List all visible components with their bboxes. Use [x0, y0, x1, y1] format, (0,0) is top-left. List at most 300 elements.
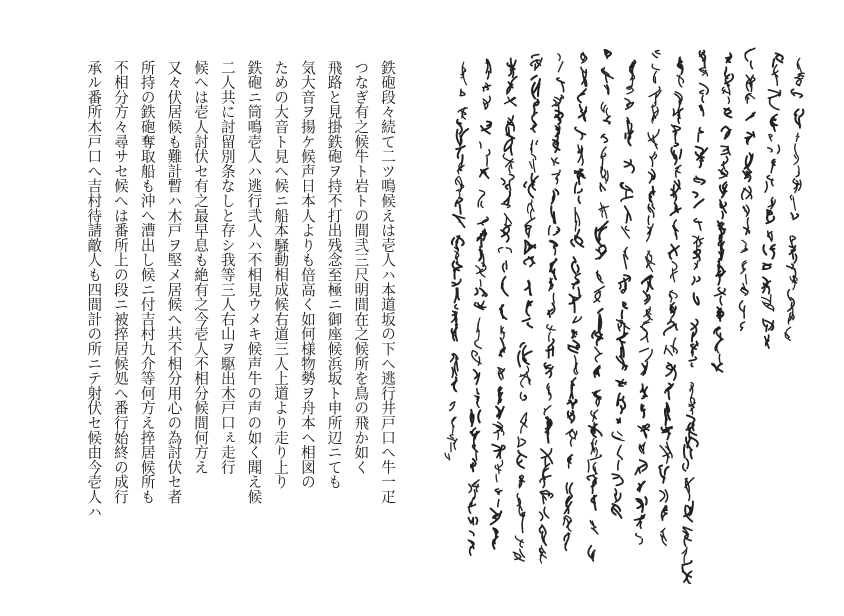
brush-stroke	[622, 302, 628, 318]
brush-stroke	[726, 53, 732, 62]
brush-stroke	[524, 257, 535, 267]
brush-stroke	[477, 230, 486, 247]
brush-stroke	[640, 348, 653, 361]
brush-stroke	[480, 142, 490, 166]
brush-stroke	[517, 451, 526, 468]
brush-stroke	[771, 159, 775, 172]
transcription-line-4: 気大音ヲ揚ケ候声日本人よりも倍高く如何様物勢ヲ舟本ヘ相図の	[298, 60, 316, 490]
manuscript-column	[445, 62, 468, 460]
brush-stroke	[517, 494, 522, 513]
brush-stroke	[452, 280, 461, 303]
brush-stroke	[520, 393, 526, 401]
brush-stroke	[789, 246, 796, 263]
brush-stroke	[641, 384, 648, 398]
brush-stroke	[712, 364, 723, 372]
brush-stroke	[571, 230, 583, 247]
brush-stroke	[766, 210, 774, 223]
manuscript-column	[739, 48, 754, 330]
brush-stroke	[595, 347, 602, 362]
brush-stroke	[518, 343, 532, 367]
transcription-line-5: ための大音ト見へ候ニ船本騒動相成候右道三人上道より走り上り	[272, 60, 290, 490]
brush-stroke	[557, 78, 565, 92]
brush-stroke	[699, 51, 705, 68]
brush-stroke	[743, 171, 751, 181]
brush-stroke	[591, 438, 597, 456]
brush-stroke	[644, 307, 653, 323]
manuscript-column	[539, 54, 564, 563]
brush-stroke	[719, 169, 728, 178]
manuscript-column	[659, 58, 683, 546]
brush-stroke	[797, 58, 801, 72]
brush-stroke	[515, 536, 523, 547]
brush-stroke	[686, 415, 696, 438]
brush-stroke	[520, 512, 525, 532]
brush-stroke	[638, 482, 645, 492]
brush-stroke	[550, 259, 557, 279]
brush-stroke	[648, 204, 654, 224]
brush-stroke	[642, 275, 653, 291]
typeset-transcription	[44, 60, 400, 600]
brush-stroke	[558, 54, 563, 72]
brush-stroke	[601, 102, 608, 116]
brush-stroke	[765, 335, 769, 348]
brush-stroke	[620, 183, 632, 198]
brush-stroke	[615, 489, 621, 502]
brush-stroke	[493, 422, 504, 440]
brush-stroke	[531, 55, 542, 71]
brush-stroke	[684, 502, 693, 522]
brush-stroke	[670, 303, 676, 318]
brush-stroke	[546, 417, 552, 443]
brush-stroke	[564, 533, 569, 550]
brush-stroke	[795, 73, 804, 86]
brush-stroke	[689, 357, 696, 366]
brush-stroke	[526, 301, 532, 316]
brush-stroke	[492, 445, 505, 459]
brush-stroke	[468, 517, 477, 524]
brush-stroke	[693, 192, 703, 207]
brush-stroke	[665, 384, 673, 400]
brush-stroke	[501, 174, 514, 190]
brush-stroke	[572, 274, 580, 296]
brush-stroke	[503, 154, 513, 172]
brush-stroke	[676, 165, 681, 177]
manuscript-column	[468, 59, 491, 555]
brush-stroke	[550, 240, 558, 254]
brush-stroke	[617, 418, 621, 423]
brush-stroke	[636, 534, 643, 545]
brush-stroke	[649, 169, 655, 183]
brush-stroke	[471, 410, 481, 426]
brush-stroke	[539, 546, 546, 563]
brush-stroke	[579, 105, 587, 121]
brush-stroke	[627, 118, 631, 132]
brush-stroke	[672, 125, 681, 141]
brush-stroke	[791, 213, 798, 219]
brush-stroke	[599, 203, 608, 218]
transcription-line-10: 所持の鉄砲奪取船も沖へ漕出し候ニ付吉村九介等何方え捽居候所も	[138, 60, 156, 504]
brush-stroke	[591, 496, 596, 510]
brush-stroke	[544, 406, 551, 415]
brush-stroke	[791, 89, 802, 97]
brush-stroke	[639, 443, 645, 454]
brush-stroke	[620, 283, 627, 294]
brush-stroke	[596, 245, 606, 259]
brush-stroke	[540, 490, 553, 503]
brush-stroke	[573, 317, 582, 323]
brush-stroke	[661, 506, 667, 520]
transcription-line-7: 二人共に討留別条なしと存シ我等三人右山ヲ駆出木戸口ぇ走行	[218, 60, 236, 475]
brush-stroke	[724, 108, 732, 117]
brush-stroke	[790, 236, 795, 247]
brush-stroke	[671, 262, 678, 282]
brush-stroke	[649, 87, 661, 103]
brush-stroke	[572, 330, 577, 338]
brush-stroke	[473, 445, 478, 460]
brush-stroke	[475, 389, 479, 408]
brush-stroke	[612, 474, 623, 485]
brush-stroke	[604, 85, 609, 95]
brush-stroke	[645, 251, 654, 272]
brush-stroke	[790, 195, 795, 210]
manuscript-drawing	[430, 36, 814, 584]
brush-stroke	[474, 370, 480, 384]
brush-stroke	[666, 363, 676, 380]
brush-stroke	[612, 432, 624, 441]
brush-stroke	[718, 221, 726, 238]
brush-stroke	[765, 176, 773, 193]
brush-stroke	[498, 368, 505, 380]
handwritten-manuscript	[430, 36, 814, 584]
brush-stroke	[555, 111, 563, 125]
brush-stroke	[483, 96, 490, 109]
brush-stroke	[635, 460, 647, 474]
brush-stroke	[575, 183, 582, 204]
transcription-line-6: 鉄砲ニ筒鳴壱人ハ逃行弐人ハ不相見ウメキ候声牛の声の如く聞え候	[245, 60, 263, 504]
brush-stroke	[771, 115, 777, 131]
brush-stroke	[530, 154, 536, 172]
brush-stroke	[659, 466, 668, 483]
transcription-line-1: 鉄砲段々続て二ツ鳴候えは壱人ハ本道坂の下へ逃行井戸口へ牛一疋	[379, 60, 396, 504]
brush-stroke	[521, 413, 527, 433]
brush-stroke	[692, 277, 700, 285]
brush-stroke	[452, 236, 464, 249]
brush-stroke	[588, 546, 595, 561]
brush-stroke	[716, 265, 725, 285]
brush-stroke	[578, 145, 583, 165]
brush-stroke	[717, 307, 723, 321]
brush-stroke	[540, 507, 549, 520]
brush-stroke	[563, 516, 571, 531]
brush-stroke	[677, 75, 684, 87]
brush-stroke	[689, 397, 695, 414]
brush-stroke	[715, 340, 721, 364]
brush-stroke	[491, 509, 502, 525]
brush-stroke	[495, 460, 502, 482]
brush-stroke	[763, 319, 773, 331]
brush-stroke	[570, 378, 576, 399]
brush-stroke	[525, 241, 536, 254]
brush-stroke	[722, 127, 731, 139]
brush-stroke	[617, 333, 627, 358]
brush-stroke	[682, 561, 691, 584]
brush-stroke	[552, 95, 563, 112]
brush-stroke	[452, 377, 457, 391]
brush-stroke	[588, 455, 601, 474]
brush-stroke	[678, 58, 683, 75]
brush-stroke	[553, 140, 560, 152]
brush-stroke	[519, 475, 524, 488]
brush-stroke	[698, 128, 703, 142]
brush-stroke	[547, 384, 551, 400]
brush-stroke	[621, 197, 633, 223]
brush-stroke	[447, 435, 457, 452]
brush-stroke	[452, 305, 459, 326]
brush-stroke	[592, 390, 601, 406]
brush-stroke	[568, 400, 577, 408]
brush-stroke	[549, 226, 560, 235]
brush-stroke	[739, 301, 744, 318]
brush-stroke	[720, 200, 726, 219]
brush-stroke	[694, 293, 699, 305]
brush-stroke	[694, 261, 697, 269]
transcription-line-2: つなぎ有之候牛ト岩トの間弐三尺明間在之候所を鳥の飛か如く	[352, 60, 370, 475]
brush-stroke	[457, 120, 469, 146]
brush-stroke	[715, 288, 726, 305]
brush-stroke	[773, 53, 783, 66]
brush-stroke	[520, 366, 530, 387]
brush-stroke	[568, 455, 573, 468]
brush-stroke	[507, 77, 517, 94]
brush-stroke	[641, 405, 645, 418]
brush-stroke	[495, 489, 502, 507]
brush-stroke	[450, 402, 455, 411]
brush-stroke	[788, 311, 794, 324]
brush-stroke	[531, 140, 538, 152]
brush-stroke	[575, 208, 580, 232]
brush-stroke	[540, 464, 551, 488]
brush-stroke	[673, 220, 678, 239]
manuscript-column	[682, 51, 708, 584]
transcription-line-11: 不相分方々尋サセ候へは番所上の段ニ被捽居候処へ番行始終の成行	[111, 60, 129, 504]
brush-stroke	[690, 382, 694, 396]
brush-stroke	[772, 65, 778, 86]
brush-stroke	[617, 356, 628, 370]
brush-stroke	[602, 68, 614, 83]
brush-stroke	[691, 320, 698, 342]
brush-stroke	[652, 64, 659, 83]
brush-stroke	[651, 103, 658, 123]
brush-stroke	[468, 498, 475, 514]
brush-stroke	[617, 393, 625, 413]
brush-stroke	[470, 428, 479, 446]
brush-stroke	[745, 153, 753, 172]
brush-stroke	[744, 227, 750, 234]
brush-stroke	[671, 180, 680, 201]
brush-stroke	[675, 92, 682, 111]
manuscript-column	[513, 55, 542, 561]
brush-stroke	[741, 283, 748, 295]
brush-stroke	[641, 362, 647, 376]
brush-stroke	[768, 90, 780, 110]
brush-stroke	[469, 480, 479, 499]
brush-stroke	[596, 271, 603, 283]
brush-stroke	[605, 50, 612, 58]
brush-stroke	[795, 109, 804, 127]
brush-stroke	[762, 277, 770, 293]
brush-stroke	[763, 245, 774, 259]
manuscript-column	[587, 50, 613, 561]
brush-stroke	[604, 116, 610, 123]
brush-stroke	[631, 73, 635, 88]
brush-stroke	[468, 531, 474, 555]
brush-stroke	[768, 145, 780, 153]
brush-stroke	[525, 281, 531, 295]
brush-stroke	[589, 423, 602, 437]
brush-stroke	[548, 303, 555, 317]
brush-stroke	[575, 127, 586, 139]
brush-stroke	[547, 325, 556, 342]
brush-stroke	[627, 86, 634, 94]
brush-stroke	[498, 387, 502, 404]
brush-stroke	[457, 162, 464, 173]
brush-stroke	[601, 134, 607, 142]
brush-stroke	[552, 158, 559, 165]
brush-stroke	[660, 490, 668, 502]
brush-stroke	[661, 427, 672, 440]
brush-stroke	[590, 521, 597, 534]
brush-stroke	[531, 76, 540, 99]
brush-stroke	[503, 261, 507, 272]
brush-stroke	[506, 116, 514, 136]
brush-stroke	[478, 190, 485, 207]
brush-stroke	[476, 263, 486, 286]
brush-stroke	[475, 288, 487, 296]
brush-stroke	[643, 291, 649, 304]
brush-stroke	[746, 75, 755, 91]
brush-stroke	[768, 231, 773, 241]
brush-stroke	[451, 354, 458, 378]
brush-stroke	[795, 133, 799, 154]
brush-stroke	[653, 51, 660, 58]
brush-stroke	[746, 113, 755, 121]
brush-stroke	[480, 168, 489, 178]
brush-stroke	[483, 83, 491, 91]
brush-stroke	[544, 363, 553, 377]
brush-stroke	[471, 459, 476, 471]
brush-stroke	[566, 483, 572, 496]
brush-stroke	[527, 200, 534, 219]
brush-stroke	[768, 198, 775, 209]
brush-stroke	[636, 497, 646, 512]
brush-stroke	[578, 89, 586, 102]
manuscript-column	[762, 53, 783, 348]
brush-stroke	[591, 410, 598, 422]
brush-stroke	[486, 59, 491, 78]
brush-stroke	[501, 326, 505, 339]
brush-stroke	[788, 290, 795, 311]
brush-stroke	[507, 58, 515, 77]
brush-stroke	[540, 525, 547, 545]
brush-stroke	[793, 172, 801, 193]
brush-stroke	[630, 61, 635, 75]
brush-stroke	[699, 68, 707, 76]
brush-stroke	[453, 215, 465, 228]
brush-stroke	[601, 147, 606, 168]
brush-stroke	[499, 338, 505, 356]
brush-stroke	[694, 219, 701, 230]
brush-stroke	[587, 475, 596, 493]
brush-stroke	[624, 160, 634, 173]
brush-stroke	[741, 261, 747, 284]
brush-stroke	[594, 286, 604, 302]
brush-stroke	[647, 224, 654, 241]
manuscript-column	[785, 58, 804, 340]
brush-stroke	[570, 295, 581, 313]
brush-stroke	[693, 250, 700, 261]
brush-stroke	[669, 245, 679, 259]
brush-stroke	[455, 198, 462, 214]
transcription-line-9: 又々伏居候も難計暫ハ木戸ヲ堅メ居候へ共不相分用心の為討伏セ者	[165, 60, 183, 504]
brush-stroke	[665, 403, 670, 425]
brush-stroke	[661, 528, 667, 545]
brush-stroke	[699, 105, 703, 116]
brush-stroke	[693, 236, 704, 250]
brush-stroke	[742, 186, 752, 199]
brush-stroke	[648, 129, 659, 148]
brush-stroke	[502, 204, 512, 224]
brush-stroke	[625, 99, 633, 110]
brush-stroke	[616, 379, 626, 386]
transcription-line-3: 飛路と見掛鉄砲ヲ持不打出残念至極ニ御座候浜坂ト申所辺ニても	[325, 60, 343, 490]
brush-stroke	[664, 338, 677, 355]
brush-stroke	[790, 276, 797, 290]
brush-stroke	[745, 132, 754, 144]
brush-stroke	[685, 478, 694, 501]
brush-stroke	[523, 318, 533, 327]
brush-stroke	[472, 340, 482, 365]
brush-stroke	[525, 218, 535, 237]
manuscript-column	[712, 53, 733, 372]
transcription-line-12: 承ル番所木戸口へ吉村待請敵人も四間計の所ニテ射伏セ候由今壱人ハ	[85, 60, 103, 519]
brush-stroke	[453, 261, 462, 278]
brush-stroke	[769, 135, 772, 142]
brush-stroke	[725, 67, 733, 85]
brush-stroke	[581, 67, 587, 86]
brush-stroke	[650, 187, 655, 203]
brush-stroke	[691, 342, 698, 356]
brush-stroke	[785, 327, 791, 340]
brush-stroke	[722, 85, 729, 103]
manuscript-column	[563, 53, 587, 551]
brush-stroke	[456, 146, 465, 164]
brush-stroke	[787, 264, 796, 277]
brush-stroke	[445, 453, 450, 460]
brush-stroke	[546, 339, 554, 358]
brush-stroke	[568, 411, 575, 423]
brush-stroke	[714, 327, 723, 341]
brush-stroke	[720, 182, 727, 197]
brush-stroke	[762, 295, 774, 311]
brush-stroke	[595, 221, 607, 244]
brush-stroke	[501, 225, 511, 242]
brush-stroke	[601, 167, 608, 183]
brush-stroke	[682, 548, 687, 563]
brush-stroke	[460, 89, 465, 95]
brush-stroke	[574, 356, 578, 375]
brush-stroke	[600, 183, 605, 191]
brush-stroke	[743, 205, 749, 227]
